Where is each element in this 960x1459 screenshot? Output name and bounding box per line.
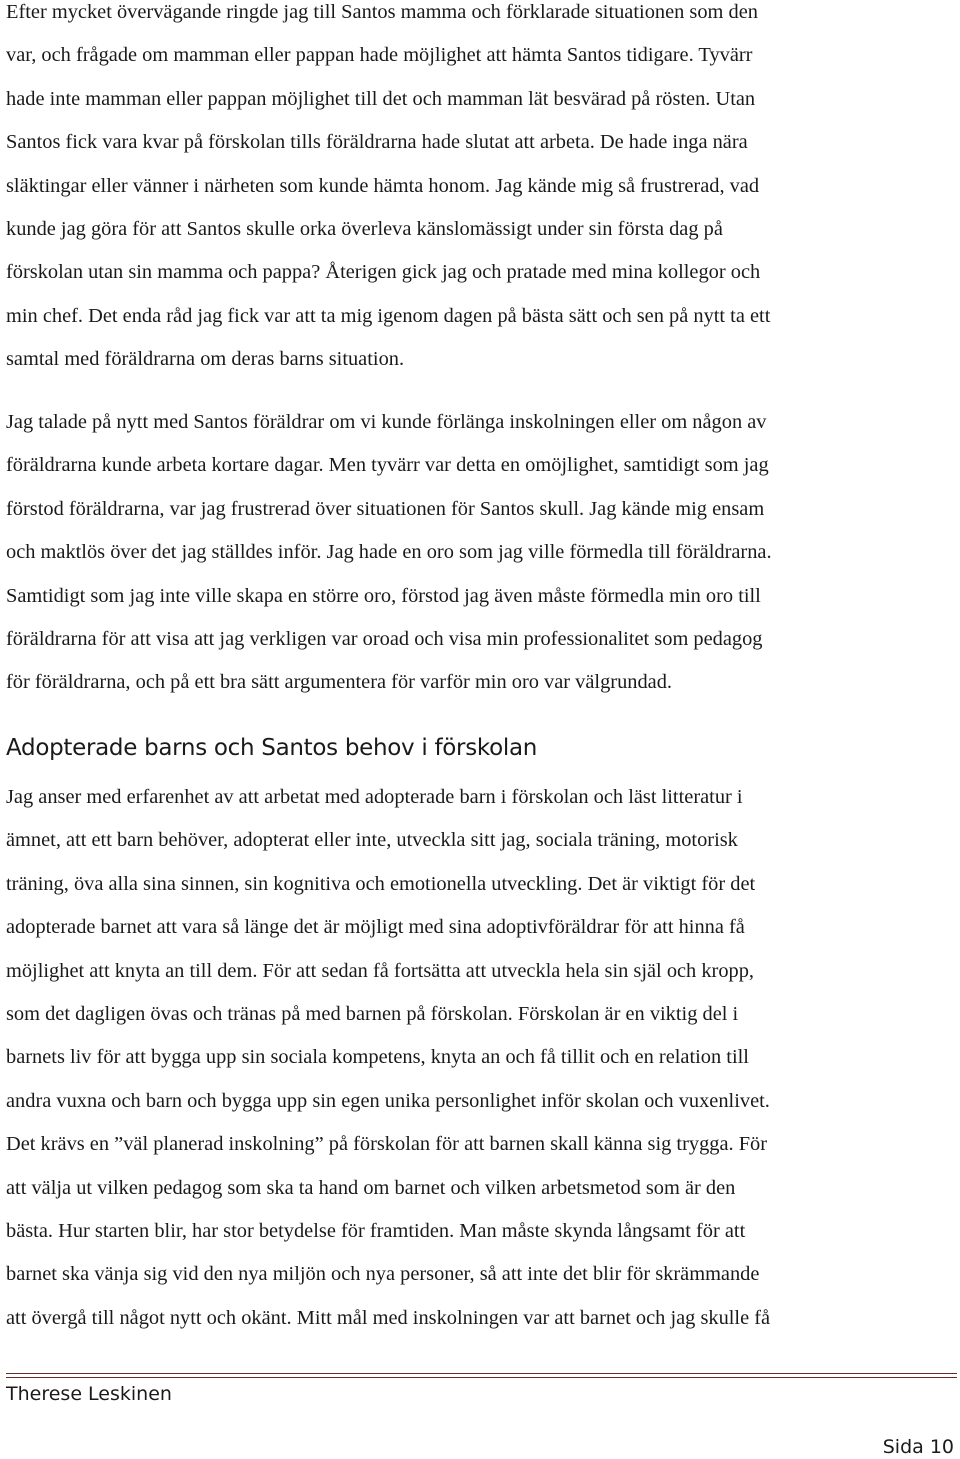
text-line: kunde jag göra för att Santos skulle orka överleva känslomässigt under sin första dag på (6, 217, 723, 240)
section-paragraph (6, 776, 770, 1340)
text-line: andra vuxna och barn och bygga upp sin egen unika personlighet inför skolan och vuxenlivet. (6, 1089, 770, 1112)
text-line: släktingar eller vänner i närheten som kunde hämta honom. Jag kände mig så frustrerad, vad (6, 174, 760, 197)
text-line: Samtidigt som jag inte ville skapa en större oro, förstod jag även måste förmedla min oro till (6, 584, 761, 607)
text-line: att övergå till något nytt och okänt. Mitt mål med inskolningen var att barnet och jag skulle få (6, 1306, 771, 1329)
text-line: träning, öva alla sina sinnen, sin kognitiva och emotionella utveckling. Det är viktigt för det (6, 872, 756, 895)
footer-page-number: Sida 10 (882, 1436, 954, 1458)
paragraph-2 (6, 401, 772, 705)
text-line: hade inte mamman eller pappan möjlighet till det och mamman lät besvärad på rösten. Utan (6, 87, 756, 110)
text-line: möjlighet att knyta an till dem. För att sedan få fortsätta att utveckla hela sin själ och kropp, (6, 959, 755, 982)
text-line: min chef. Det enda råd jag fick var att ta mig igenom dagen på bästa sätt och sen på nytt ta ett (6, 304, 771, 327)
text-line: för föräldrarna, och på ett bra sätt argumentera för varför min oro var välgrundad. (6, 671, 673, 694)
text-line: Det krävs en ”väl planerad inskolning” på förskolan för att barnen skall känna sig trygga. För (6, 1133, 768, 1156)
text-line: föräldrarna kunde arbeta kortare dagar. Men tyvärr var detta en omöjlighet, samtidigt som jag (6, 454, 769, 477)
text-line: bästa. Hur starten blir, har stor betydelse för framtiden. Man måste skynda långsamt för att (6, 1219, 746, 1242)
text-line: barnet ska vänja sig vid den nya miljön och nya personer, så att inte det blir för skrämmande (6, 1263, 760, 1286)
footer-divider (6, 1373, 957, 1374)
text-line: Efter mycket övervägande ringde jag till Santos mamma och förklarade situationen som den (6, 1, 758, 23)
text-line: att välja ut vilken pedagog som ska ta hand om barnet och vilken arbetsmetod som är den (6, 1176, 736, 1199)
text-line: samtal med föräldrarna om deras barns situation. (6, 348, 405, 371)
text-line: adopterade barnet att vara så länge det är möjligt med sina adoptivföräldrar för att hinna få (6, 916, 745, 939)
text-line: och maktlös över det jag ställdes inför. Jag hade en oro som jag ville förmedla till föräldrarna. (6, 541, 772, 564)
text-line: ämnet, att ett barn behöver, adopterat eller inte, utveckla sitt jag, sociala träning, motorisk (6, 829, 738, 852)
text-line: föräldrarna för att visa att jag verkligen var oroad och visa min professionalitet som pedagog (6, 627, 763, 650)
text-line: Jag anser med erfarenhet av att arbetat med adopterade barn i förskolan och läst litteratur i (6, 786, 743, 808)
text-line: Santos fick vara kvar på förskolan tills föräldrarna hade slutat att arbeta. De hade inga nära (6, 131, 748, 154)
text-line: som det dagligen övas och tränas på med barnen på förskolan. Förskolan är en viktig del i (6, 1002, 739, 1025)
section-heading: Adopterade barns och Santos behov i förskolan (6, 735, 538, 761)
text-line: förstod föräldrarna, var jag frustrerad över situationen för Santos skull. Jag kände mig ensam (6, 497, 765, 520)
footer-divider-thin (6, 1377, 957, 1378)
paragraph-1 (6, 0, 770, 382)
text-line: barnets liv för att bygga upp sin sociala kompetens, knyta an och få tillit och en relation till (6, 1046, 749, 1069)
text-line: var, och frågade om mamman eller pappan hade möjlighet att hämta Santos tidigare. Tyvärr (6, 44, 753, 67)
text-line: Jag talade på nytt med Santos föräldrar om vi kunde förlänga inskolningen eller om någon av (6, 411, 767, 433)
footer-author: Therese Leskinen (6, 1383, 172, 1405)
text-line: förskolan utan sin mamma och pappa? Återigen gick jag och pratade med mina kollegor och (6, 261, 761, 284)
